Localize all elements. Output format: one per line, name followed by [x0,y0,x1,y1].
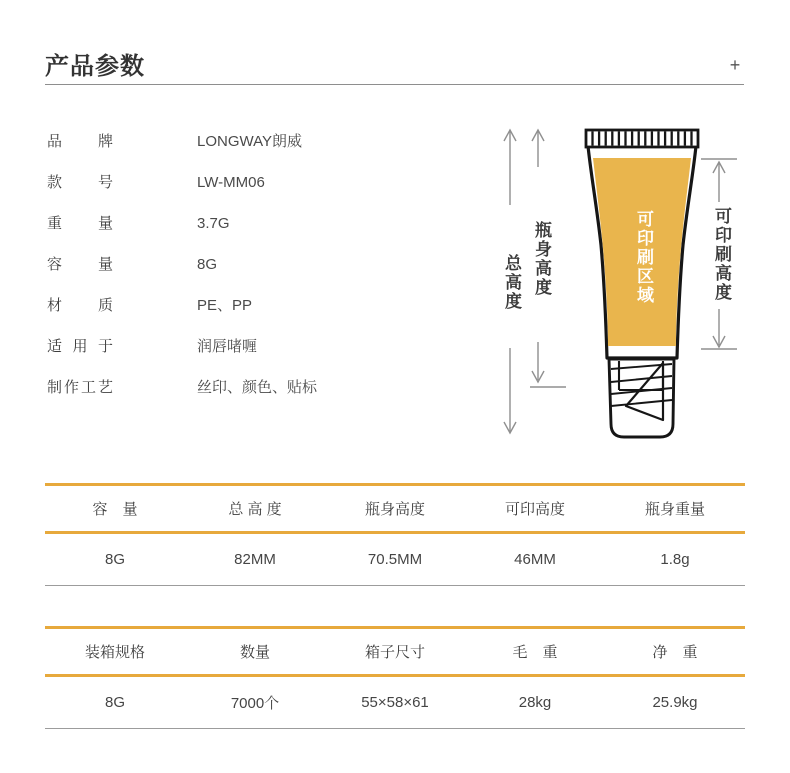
total-height-label: 总高度 [502,254,521,311]
spec-value: 丝印、颜色、贴标 [197,379,318,396]
packing-table-header-cell: 箱子尺寸 [364,644,425,661]
tube-dimension-diagram [488,113,760,453]
size-table-cell: 46MM [514,551,556,568]
packing-table-header-cell: 装箱规格 [84,644,145,661]
header-divider [45,84,744,85]
spec-label: 适用于 [47,338,113,355]
packing-table-header-cell: 数量 [239,644,270,661]
spec-label: 材质 [47,297,113,314]
spec-value: 8G [197,256,218,273]
packing-table-header-cell: 毛 重 [512,644,558,661]
spec-row-brand [47,133,477,150]
size-table-cell: 70.5MM [367,551,423,568]
tube-cap [609,359,674,437]
spec-list [47,133,477,420]
spec-value: 3.7G [197,215,230,232]
size-table-data-row [45,534,745,586]
spec-value: LW-MM06 [197,174,265,191]
spec-row-weight [47,215,477,232]
spec-value: LONGWAY朗威 [197,133,303,150]
packing-table-cell: 7000个 [230,695,280,712]
spec-row-material [47,297,477,314]
spec-row-capacity [47,256,477,273]
page-title: 产品参数 [45,53,145,80]
packing-table-header-row [45,626,745,677]
size-table-header-cell: 瓶身高度 [364,501,425,518]
size-table-cell: 1.8g [660,551,690,568]
size-table-header-cell: 可印高度 [504,501,565,518]
tube-crimp-seal [586,130,698,147]
spec-label: 重量 [47,215,113,232]
packing-table-cell: 8G [104,694,125,711]
spec-label: 款号 [47,174,113,191]
printable-area-label: 可印刷区域 [634,210,653,305]
size-table-header-cell: 总 高 度 [228,501,282,518]
spec-value: 润唇啫喱 [197,338,258,355]
spec-row-model [47,174,477,191]
size-table [45,483,745,586]
spec-label: 制作工艺 [47,379,113,396]
packing-table-header-cell: 净 重 [652,644,698,661]
expand-plus-icon[interactable]: + [722,52,748,78]
spec-row-suitable-for [47,338,477,355]
spec-label: 品牌 [47,133,113,150]
packing-table [45,626,745,729]
body-height-label: 瓶身高度 [532,221,551,297]
size-table-cell: 8G [104,551,125,568]
size-table-header-row [45,483,745,534]
packing-table-data-row [45,677,745,729]
size-table-cell: 82MM [234,551,276,568]
packing-table-cell: 55×58×61 [361,694,429,711]
spec-label: 容量 [47,256,113,273]
packing-table-cell: 28kg [518,694,552,711]
spec-value: PE、PP [197,297,253,314]
packing-table-cell: 25.9kg [652,694,698,711]
size-table-header-cell: 容 量 [92,501,138,518]
printable-height-label: 可印刷高度 [712,207,731,302]
size-table-header-cell: 瓶身重量 [644,501,705,518]
spec-row-craft [47,379,477,396]
